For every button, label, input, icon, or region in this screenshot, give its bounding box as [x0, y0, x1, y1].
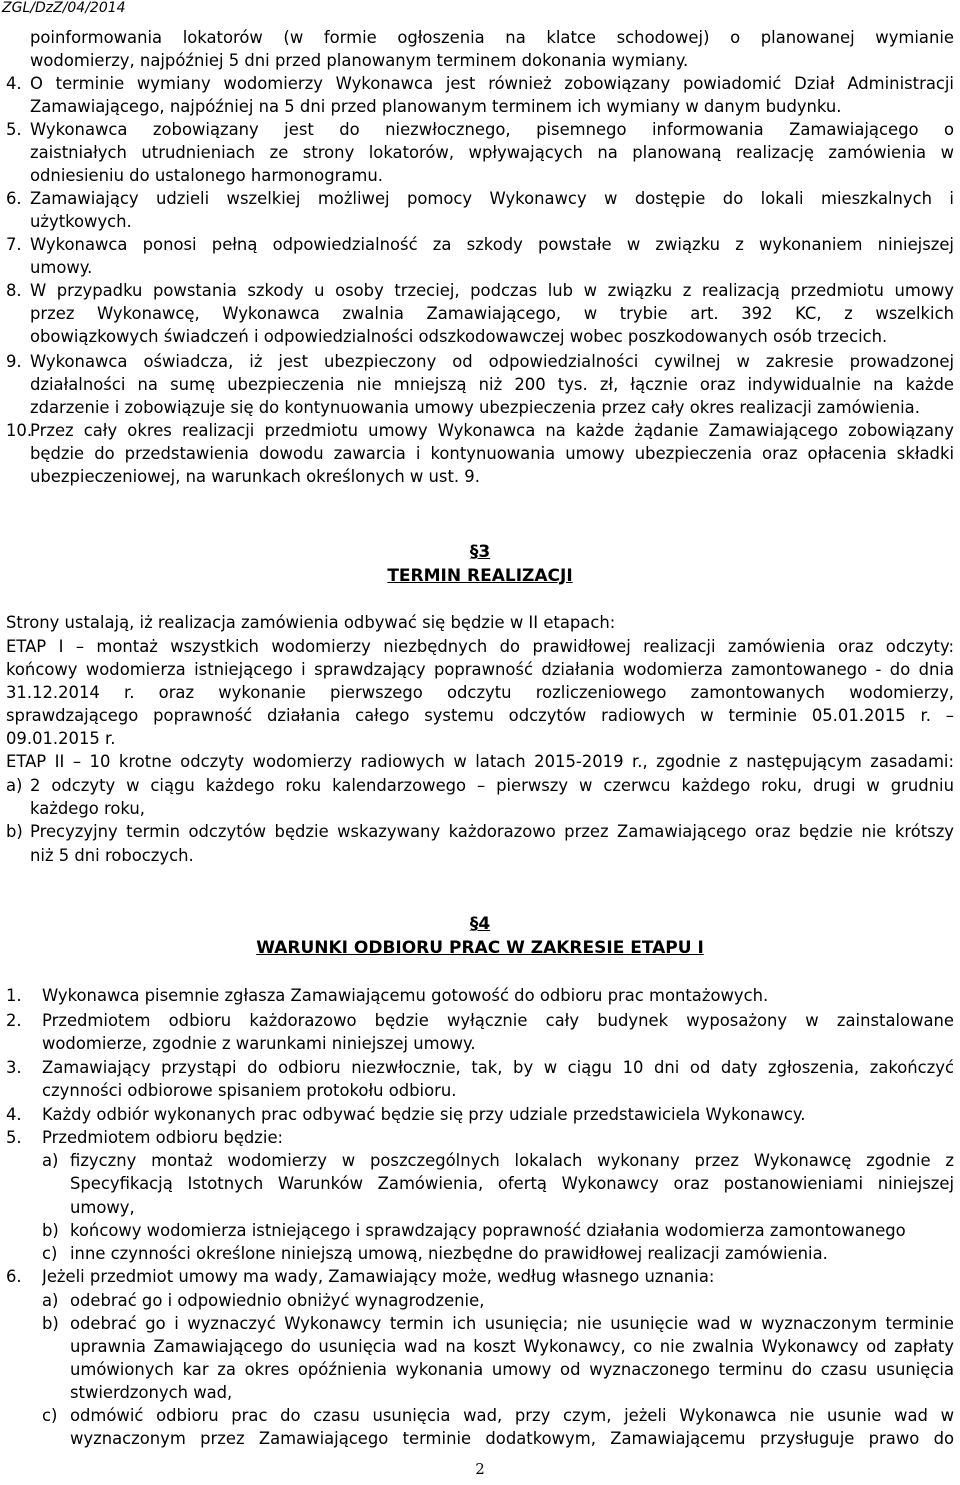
- sub-list-line: stwierdzonych wad,: [70, 1383, 233, 1402]
- sub-list-line: odebrać go i odpowiednio obniżyć wynagrodzenie,: [70, 1291, 485, 1310]
- list-item-line: przez Wykonawcę, Wykonawca zwalnia Zamawiającego, w trybie art. 392 KC, z wszelkich: [30, 304, 954, 323]
- paragraph-line: wodomierzy, najpóźniej 5 dni przed planowanym terminem dokonania wymiany.: [30, 51, 689, 70]
- sub-list-letter: c): [42, 1244, 58, 1263]
- list-item-line: Wykonawca pisemnie zgłasza Zamawiającemu gotowość do odbioru prac montażowych.: [42, 986, 769, 1005]
- list-number: 5.: [6, 120, 22, 139]
- list-item-line: W przypadku powstania szkody u osoby trzeciej, podczas lub w związku z realizacją przedmiotu umowy: [30, 281, 954, 300]
- list-item-line: Wykonawca ponosi pełną odpowiedzialność za szkody powstałe w związku z wykonaniem niniejszej: [30, 235, 954, 254]
- list-number: 9.: [6, 352, 22, 371]
- document-id: ZGL/DzZ/04/2014: [2, 0, 126, 16]
- list-item-line: Zamawiający udzieli wszelkiej możliwej pomocy Wykonawcy w dostępie do lokali mieszkalnych i: [30, 189, 954, 208]
- list-number: 6.: [6, 1267, 22, 1286]
- list-number: 7.: [6, 235, 22, 254]
- sub-list-line: umowy,: [70, 1198, 135, 1217]
- paragraph-line: 09.01.2015 r.: [6, 729, 116, 748]
- sub-list-line: końcowy wodomierza istniejącego i sprawdzający poprawność działania wodomierza zamontowanego: [70, 1221, 906, 1240]
- sub-list-line: niż 5 dni roboczych.: [30, 846, 194, 865]
- page-number: 2: [475, 1460, 485, 1478]
- list-number: 5.: [6, 1128, 22, 1147]
- list-item-line: będzie do przedstawienia dowodu zawarcia i kontynuowania umowy ubezpieczenia oraz opłacenia składki: [30, 444, 954, 463]
- list-number: 1.: [6, 986, 22, 1005]
- sub-list-letter: a): [42, 1291, 59, 1310]
- list-item-line: O terminie wymiany wodomierzy Wykonawca jest również zobowiązany powiadomić Dział Administracji: [30, 74, 954, 93]
- list-number: 8.: [6, 281, 22, 300]
- list-item-line: Wykonawca zobowiązany jest do niezwłocznego, pisemnego informowania Zamawiającego o: [30, 120, 954, 139]
- list-item-line: umowy.: [30, 258, 93, 277]
- list-item-line: Każdy odbiór wykonanych prac odbywać będzie się przy udziale przedstawiciela Wykonawcy.: [42, 1105, 806, 1124]
- list-item-line: czynności odbiorowe spisaniem protokołu odbioru.: [42, 1081, 457, 1100]
- paragraph-line: ETAP II – 10 krotne odczyty wodomierzy radiowych w latach 2015-2019 r., zgodnie z następującym zasadami:: [6, 752, 954, 771]
- sub-list-letter: c): [42, 1406, 58, 1425]
- sub-list-line: umówionych kar za okres opóźnienia wykonania umowy od wyznaczonego terminu do czasu usunięcia: [70, 1360, 954, 1379]
- paragraph-line: Strony ustalają, iż realizacja zamówienia odbywać się będzie w II etapach:: [6, 613, 616, 632]
- sub-list-line: 2 odczyty w ciągu każdego roku kalendarzowego – pierwszy w czerwcu każdego roku, drugi w grudniu: [30, 776, 954, 795]
- sub-list-letter: a): [42, 1151, 59, 1170]
- list-item-line: Przedmiotem odbioru każdorazowo będzie wyłącznie cały budynek wyposażony w zainstalowane: [42, 1011, 954, 1030]
- paragraph-line: końcowy wodomierza istniejącego i sprawdzający poprawność działania wodomierza zamontowanego - do dnia: [6, 660, 954, 679]
- list-item-line: wodomierze, zgodnie z warunkami niniejszej umowy.: [42, 1034, 476, 1053]
- sub-list-letter: b): [42, 1314, 59, 1333]
- list-number: 4.: [6, 1105, 22, 1124]
- sub-list-line: inne czynności określone niniejszą umową, niezbędne do prawidłowej realizacji zamówienia.: [70, 1244, 828, 1263]
- paragraph-line: sprawdzającego poprawność działania całego systemu odczytów radiowych w terminie 05.01.2015 r. –: [6, 706, 954, 725]
- list-item-line: działalności na sumę ubezpieczenia nie mniejszą niż 200 tys. zł, łącznie oraz indywidualnie na każde: [30, 375, 954, 394]
- list-item-line: Przedmiotem odbioru będzie:: [42, 1128, 284, 1147]
- sub-list-line: Specyfikacją Istotnych Warunków Zamówienia, ofertą Wykonawcy oraz postanowieniami niniejszej: [70, 1174, 954, 1193]
- section-number: §3: [469, 542, 491, 562]
- sub-list-letter: a): [6, 776, 23, 795]
- list-number: 6.: [6, 189, 22, 208]
- sub-list-line: każdego roku,: [30, 799, 145, 818]
- list-item-line: obowiązkowych świadczeń i odpowiedzialności odszkodowawczej wobec poszkodowanych osób trzecich.: [30, 327, 888, 346]
- list-item-line: zdarzenie i zobowiązuje się do kontynuowania umowy ubezpieczenia przez cały okres realizacji zamówienia.: [30, 398, 920, 417]
- paragraph-line: 31.12.2014 r. oraz wykonanie pierwszego odczytu rozliczeniowego zamontowanych wodomierzy,: [6, 683, 954, 702]
- list-number: 4.: [6, 74, 22, 93]
- list-item-line: Przez cały okres realizacji przedmiotu umowy Wykonawca na każde żądanie Zamawiającego zobowiązany: [30, 421, 954, 440]
- list-item-line: odniesieniu do ustalonego harmonogramu.: [30, 166, 383, 185]
- list-number: 10.: [6, 421, 33, 440]
- sub-list-line: odmówić odbioru prac do czasu usunięcia wad, przy czym, jeżeli Wykonawca nie usunie wad w: [70, 1406, 954, 1425]
- section-number: §4: [469, 914, 491, 934]
- list-item-line: Wykonawca oświadcza, iż jest ubezpieczony od odpowiedzialności cywilnej w zakresie prowadzonej: [30, 352, 954, 371]
- list-item-line: użytkowych.: [30, 212, 132, 231]
- sub-list-line: fizyczny montaż wodomierzy w poszczególnych lokalach wykonany przez Wykonawcę zgodnie z: [70, 1151, 954, 1170]
- list-number: 2.: [6, 1011, 22, 1030]
- sub-list-line: odebrać go i wyznaczyć Wykonawcy termin ich usunięcia; nie usunięcie wad w wyznaczonym terminie: [70, 1314, 954, 1333]
- list-item-line: Jeżeli przedmiot umowy ma wady, Zamawiający może, według własnego uznania:: [42, 1267, 715, 1286]
- sub-list-letter: b): [6, 822, 23, 841]
- paragraph-line: ETAP I – montaż wszystkich wodomierzy niezbędnych do prawidłowej realizacji zamówienia oraz odczyty:: [6, 637, 954, 656]
- sub-list-line: uprawnia Zamawiającego do usunięcia wad na koszt Wykonawcy, co nie zwalnia Wykonawcy od zapłaty: [70, 1337, 954, 1356]
- list-item-line: ubezpieczeniowej, na warunkach określonych w ust. 9.: [30, 467, 480, 486]
- list-item-line: zaistniałych utrudnieniach ze strony lokatorów, wpływających na planowaną realizację zamówienia w: [30, 143, 954, 162]
- sub-list-letter: b): [42, 1221, 59, 1240]
- sub-list-line: Precyzyjny termin odczytów będzie wskazywany każdorazowo przez Zamawiającego oraz będzie nie krótszy: [30, 822, 954, 841]
- section-title: TERMIN REALIZACJI: [387, 566, 573, 586]
- paragraph-line: poinformowania lokatorów (w formie ogłoszenia na klatce schodowej) o planowanej wymianie: [30, 28, 954, 47]
- list-item-line: Zamawiający przystąpi do odbioru niezwłocznie, tak, by w ciągu 10 dni od daty zgłoszenia, zakończyć: [42, 1058, 954, 1077]
- sub-list-line: wyznaczonym przez Zamawiającego terminie dodatkowym, Zamawiającemu przysługuje prawo do: [70, 1429, 954, 1448]
- list-item-line: Zamawiającego, najpóźniej na 5 dni przed planowanym terminem ich wymiany w danym budynku.: [30, 97, 842, 116]
- list-number: 3.: [6, 1058, 22, 1077]
- section-title: WARUNKI ODBIORU PRAC W ZAKRESIE ETAPU I: [256, 938, 704, 958]
